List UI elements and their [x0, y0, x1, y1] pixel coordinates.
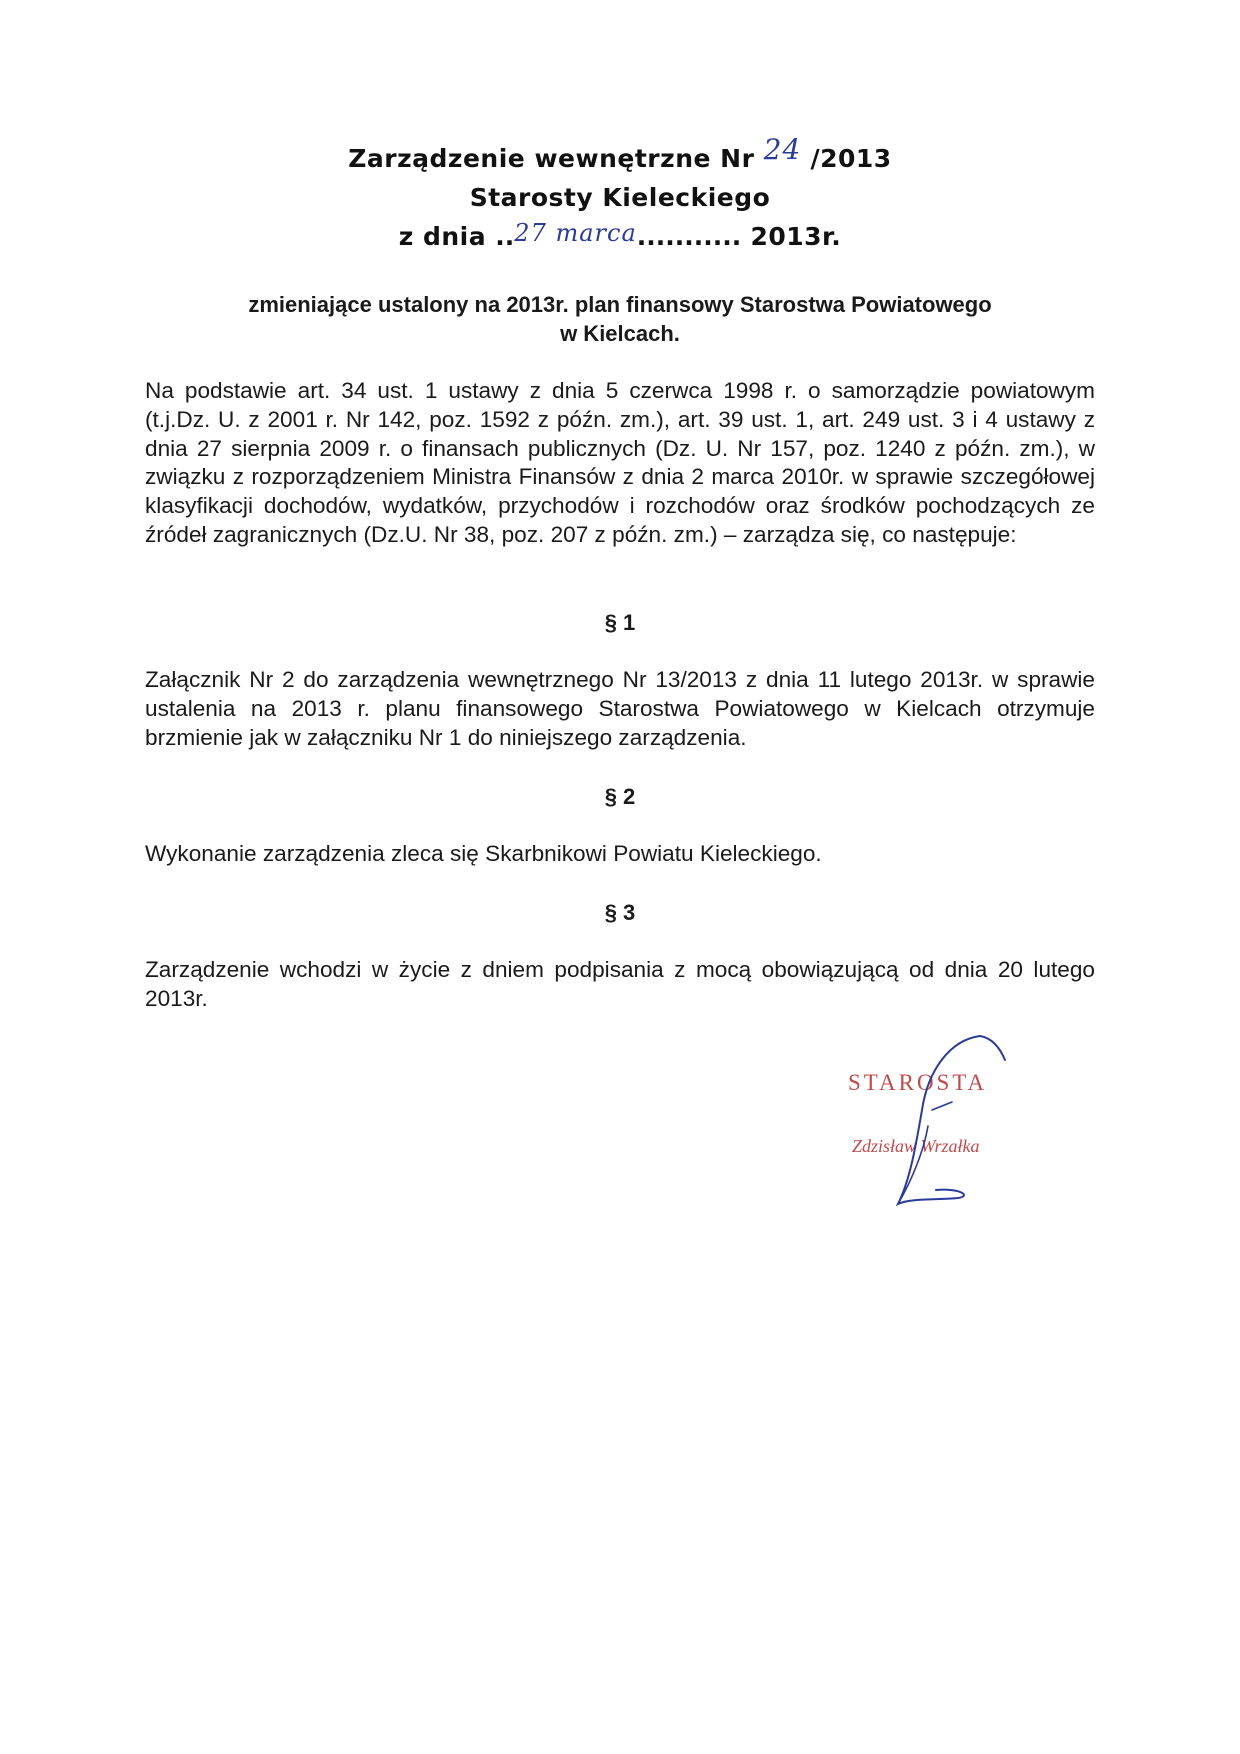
handwritten-date: 27 marca [514, 219, 637, 247]
date-suffix: 2013r. [750, 222, 842, 251]
preamble-paragraph: Na podstawie art. 34 ust. 1 ustawy z dnia 5 czerwca 1998 r. o samorządzie powiatowym (t.j.Dz. U. z 2001 r. Nr 142, poz. 1592 z późn. zm.), art. 39 ust. 1, art. 249 ust. 3 i 4 ustawy z dnia 27 sierpnia 2009 r. o finansach publicznych (Dz. U. Nr 157, poz. 1240 z późn. zm.), w związku z rozporządzeniem Ministra Finansów z dnia 2 marca 2010r. w sprawie szczegółowej klasyfikacji dochodów, wydatków, przychodów i rozchodów oraz środków pochodzących ze źródeł zagranicznych (Dz.U. Nr 38, poz. 207 z późn. zm.) – zarządza się, co następuje: [145, 378, 1095, 547]
subtitle-line-2: w Kielcach. [560, 321, 680, 346]
section-3-heading: § 3 [604, 900, 636, 925]
title-suffix: /2013 [810, 144, 892, 173]
document-subtitle [0, 290, 1240, 348]
section-2-heading: § 2 [604, 784, 636, 809]
stamp-title: STAROSTA [848, 1070, 988, 1095]
issuer-line: Starosty Kieleckiego [469, 183, 771, 212]
date-lead-dots: .. [495, 222, 515, 251]
section-1-text: Załącznik Nr 2 do zarządzenia wewnętrznego Nr 13/2013 z dnia 11 lutego 2013r. w sprawie ustalenia na 2013 r. planu finansowego Starostwa Powiatowego w Kielcach otrzymuje brzmienie jak w załączniku Nr 1 do niniejszego zarządzenia. [145, 667, 1095, 750]
stamp-name: Zdzisław Wrzałka [852, 1136, 980, 1156]
date-trail-dots: ........... [636, 222, 742, 251]
handwritten-number: 24 [763, 133, 802, 166]
document-header [0, 133, 1240, 257]
subtitle-line-1: zmieniające ustalony na 2013r. plan finansowy Starostwa Powiatowego [248, 292, 992, 317]
official-stamp [840, 1030, 1140, 1230]
section-1-heading: § 1 [604, 610, 636, 635]
section-3-text: Zarządzenie wchodzi w życie z dniem podpisania z mocą obowiązującą od dnia 20 lutego 2013r. [145, 957, 1095, 1011]
date-prefix: z dnia [398, 222, 487, 251]
title-prefix: Zarządzenie wewnętrzne Nr [348, 144, 755, 173]
date-line [0, 217, 1240, 257]
section-2-text: Wykonanie zarządzenia zleca się Skarbnikowi Powiatu Kieleckiego. [145, 841, 822, 866]
title-line [0, 133, 1240, 178]
handwritten-signature [840, 1030, 1140, 1230]
